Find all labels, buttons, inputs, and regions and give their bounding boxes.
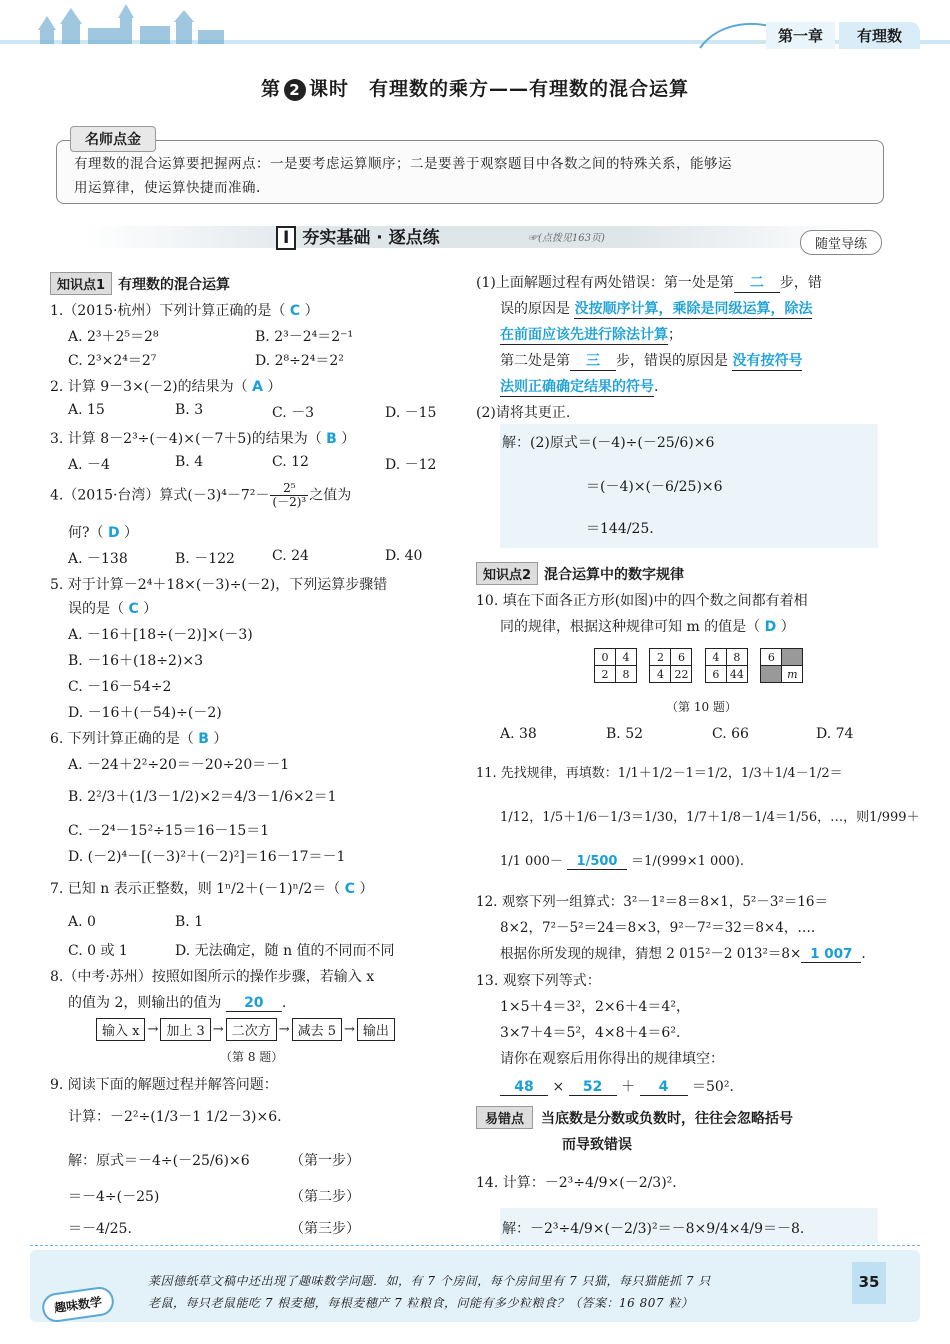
q7-answer: C — [344, 881, 356, 897]
section-tag: 随堂导练 — [800, 230, 882, 255]
q4-answer: D — [107, 525, 120, 541]
tip-label: 名师点金 — [70, 126, 156, 152]
footer-text — [148, 1270, 838, 1314]
q1-option-b: B. 2³－2⁴＝2⁻¹ — [255, 329, 354, 345]
q2-option-b: B. 3 — [175, 402, 204, 418]
right-column-lower — [476, 0, 920, 1240]
q1-option-c: C. 2³×2⁴＝2⁷ — [68, 353, 157, 369]
r4-answer2: 没有按符号 — [732, 350, 802, 371]
section-roman: I — [276, 226, 296, 250]
q4-option-d: D. 40 — [385, 548, 423, 564]
err-heading — [476, 1106, 793, 1129]
q10-option-a: A. 38 — [500, 726, 537, 742]
r-line6: (2)请将其更正. — [476, 405, 571, 421]
section-title-text: 夯实基础 · 逐点练 — [302, 228, 440, 248]
q13-line3: 3×7＋4＝5²，4×8＋4＝6². — [500, 1025, 681, 1041]
kp2-title: 混合运算中的数字规律 — [544, 567, 685, 583]
q6-option-a: A. －24＋2²÷20＝－20÷20＝－1 — [68, 757, 290, 773]
q1-option-d: D. 2⁸÷2⁴＝2² — [255, 353, 344, 369]
r-line5: 法则正确确定结果的符号. — [500, 376, 658, 397]
r3-answer: 在前面应该先进行除法计算 — [500, 324, 668, 345]
q13-line2: 1×5＋4＝3²，2×6＋4＝4²， — [500, 999, 690, 1015]
grid-1: 0 4 2 8 — [594, 648, 637, 683]
err-text-2-wrap — [562, 1134, 632, 1154]
q4-fraction: $\frac{\text{2⁵}}{\text{(－2)³}}$ — [272, 481, 307, 509]
footer-text-2: 老鼠，每只老鼠能吃 7 根麦穗，每根麦穗产 7 粒粮食，问能有多少粒粮食？（答案：16 807 粒） — [148, 1296, 694, 1310]
q12-answer: 1 007 — [801, 946, 861, 963]
q6: 6. 下列计算正确的是（ B ） — [50, 731, 228, 747]
q14-solution: 解：－2³÷4/9×(－2/3)²＝－8×9/4×4/9＝－8. — [502, 1221, 805, 1237]
q1-answer: C — [289, 303, 301, 319]
q7-option-c: C. 0 或 1 — [68, 943, 128, 959]
q9: 9. 阅读下面的解题过程并解答问题： — [50, 1077, 278, 1093]
r-line4: 第二处是第 三 步，错误的原因是 没有按符号 — [500, 350, 802, 371]
tip-line-2: 用运算律，使运算快捷而准确. — [74, 180, 261, 196]
q10-line2: 同的规律，根据这种规律可知 m 的值是（ D ） — [500, 619, 795, 635]
q5-option-c: C. －16－54÷2 — [68, 679, 172, 695]
kp1-label: 知识点1 — [50, 272, 112, 295]
q5: 5. 对于计算－2⁴＋18×(－3)÷(－2)，下列运算步骤错 — [50, 577, 388, 593]
q3-option-d: D. －12 — [385, 457, 437, 473]
q2-option-c: C. －3 — [272, 405, 315, 421]
q5-line2: 误的是（ C ） — [68, 601, 158, 617]
footer-text-1: 莱因德纸草文稿中还出现了趣味数学问题．如，有 7 个房间，每个房间里有 7 只猫，每只猫能抓 7 只 — [148, 1274, 711, 1288]
arrow-icon: → — [278, 1022, 290, 1037]
q11-line3: 1/1 000－ 1/500 ＝1/(999×1 000). — [500, 854, 745, 869]
r-line2: 误的原因是 没按顺序计算，乘除是同级运算，除法 — [500, 298, 812, 319]
q8-line2: 的值为 2，则输出的值为 20 . — [68, 995, 287, 1011]
flow-input: 输入 x — [96, 1018, 145, 1041]
q10: 10. 填在下面各正方形(如图)中的四个数之间都有着相 — [476, 593, 808, 609]
q7-option-d: D. 无法确定，随 n 值的不同而不同 — [175, 943, 395, 959]
q9-step1: 解：原式＝－4÷(－25/6)×6 — [68, 1153, 250, 1169]
err-text-1: 当底数是分数或负数时，往往会忽略括号 — [541, 1111, 794, 1127]
q14-solution-box — [500, 1208, 878, 1244]
q9-calc: 计算：－2²÷(1/3－1 1/2－3)×6. — [68, 1109, 282, 1125]
grid-4: 6 m — [760, 648, 803, 683]
q10-option-b: B. 52 — [606, 726, 644, 742]
q7: 7. 已知 n 表示正整数，则 1ⁿ/2＋(－1)ⁿ/2＝（ C ） — [50, 881, 374, 897]
q13-line4: 请你在观察后用你得出的规律填空： — [500, 1051, 724, 1067]
flow-square: 二次方 — [226, 1018, 277, 1041]
fun-math-badge: 趣味数学 — [40, 1285, 115, 1324]
q8-answer: 20 — [226, 995, 282, 1012]
q13-answer-3: 4 — [640, 1079, 688, 1096]
arrow-icon: → — [212, 1022, 224, 1037]
title-text: 课时 有理数的乘方——有理数的混合运算 — [309, 78, 690, 100]
q9-step3: ＝－4/25. — [68, 1221, 132, 1237]
q12-line2: 8×2，7²－5²＝24＝8×3，9²－7²＝32＝8×4，…. — [500, 920, 816, 936]
footer-divider — [30, 1245, 920, 1246]
grid-2: 2 6 4 22 — [649, 648, 692, 683]
page-number: 35 — [852, 1262, 886, 1304]
q13-answer-2: 52 — [569, 1079, 617, 1096]
flow-sub5: 减去 5 — [292, 1018, 342, 1041]
kp1-heading — [50, 272, 230, 295]
q3-option-b: B. 4 — [175, 454, 204, 470]
q2-option-a: A. 15 — [68, 402, 105, 418]
lesson-number: 2 — [284, 79, 306, 101]
q13: 13. 观察下列等式： — [476, 973, 601, 989]
q4: 4.（2015·台湾）算式(－3)⁴－7²－ $\frac{\text{2⁵}}{\text{(－2)³}}$ 之值为 — [50, 481, 352, 509]
q4-line2: 何?（ D ） — [68, 525, 139, 541]
r5-answer: 法则正确确定结果的符号 — [500, 376, 654, 397]
q9-sol-line1: 解：(2)原式＝(－4)÷(－25/6)×6 — [502, 435, 715, 451]
q6-answer: B — [198, 731, 209, 747]
kp2-label: 知识点2 — [476, 562, 538, 585]
q8: 8.（中考·苏州）按照如图所示的操作步骤，若输入 x — [50, 969, 375, 985]
left-column — [50, 0, 460, 1240]
q2-answer: A — [252, 379, 263, 395]
q10-option-d: D. 74 — [816, 726, 854, 742]
r4-answer: 三 — [570, 350, 616, 371]
q10-option-c: C. 66 — [712, 726, 749, 742]
q9-sol-line2: ＝(－4)×(－6/25)×6 — [586, 479, 723, 495]
q8-caption: （第 8 题） — [220, 1050, 284, 1064]
q5-option-b: B. －16＋(18÷2)×3 — [68, 653, 204, 669]
q10-caption: （第 10 题） — [666, 700, 737, 714]
q8-flow-diagram — [96, 1018, 395, 1041]
q4-option-c: C. 24 — [272, 548, 309, 564]
q1-option-a: A. 2³＋2⁵＝2⁸ — [68, 329, 159, 345]
q11-line2: 1/12，1/5＋1/6－1/3＝1/30，1/7＋1/8－1/4＝1/56，…，则1/999＋ — [500, 810, 920, 825]
r-line1: (1)上面解题过程有两处错误：第一处是第 二 步，错 — [476, 272, 822, 293]
kp2-heading — [476, 562, 684, 585]
q9-step2: ＝－4÷(－25) — [68, 1189, 160, 1205]
q3-answer: B — [326, 431, 337, 447]
q12-line3: 根据你所发现的规律，猜想 2 015²－2 013²＝8× 1 007 . — [500, 946, 866, 962]
grid-3: 4 8 6 44 — [705, 648, 748, 683]
q9-step3-tag: （第三步） — [290, 1221, 360, 1237]
r1-answer: 二 — [734, 272, 780, 293]
q7-option-b: B. 1 — [175, 914, 204, 930]
q3: 3. 计算 8－2³÷(－4)×(－7＋5)的结果为（ B ） — [50, 431, 356, 447]
err-label: 易错点 — [476, 1106, 533, 1129]
q6-option-b: B. 2²/3＋(1/3－1/2)×2＝4/3－1/6×2＝1 — [68, 789, 337, 805]
q4-option-b: B. －122 — [175, 551, 235, 567]
q9-step2-tag: （第二步） — [290, 1189, 360, 1205]
section-note: ☞(点拨见163页) — [528, 233, 605, 244]
chapter-name: 有理数 — [839, 22, 920, 49]
q1: 1.（2015·杭州）下列计算正确的是（ C ） — [50, 303, 319, 319]
q2-option-d: D. －15 — [385, 405, 437, 421]
q9-step1-tag: （第一步） — [290, 1153, 360, 1169]
kp1-title: 有理数的混合运算 — [118, 277, 231, 293]
q12: 12. 观察下列一组算式：3²－1²＝8＝8×1，5²－3²＝16＝ — [476, 894, 829, 910]
chapter-label: 第一章 — [766, 22, 835, 49]
q4-option-a: A. －138 — [68, 551, 128, 567]
r2-answer: 没按顺序计算，乘除是同级运算，除法 — [574, 298, 812, 319]
q6-option-c: C. －2⁴－15²÷15＝16－15＝1 — [68, 823, 270, 839]
q6-option-d: D. (－2)⁴－[(－3)²＋(－2)²]＝16－17＝－1 — [68, 849, 346, 865]
arrow-icon: → — [344, 1022, 355, 1037]
flow-output: 输出 — [357, 1018, 395, 1041]
title-prefix: 第 — [260, 78, 281, 100]
q3-option-c: C. 12 — [272, 454, 309, 470]
q3-option-a: A. －4 — [68, 457, 110, 473]
r-line3: 在前面应该先进行除法计算； — [500, 324, 682, 345]
q13-line5: 48 × 52 ＋ 4 ＝50². — [500, 1076, 734, 1096]
err-text-2: 而导致错误 — [562, 1137, 632, 1153]
q5-option-a: A. －16＋[18÷(－2)]×(－3) — [68, 627, 253, 643]
flow-add3: 加上 3 — [160, 1018, 210, 1041]
q11-answer: 1/500 — [567, 854, 627, 870]
q7-option-a: A. 0 — [68, 914, 96, 930]
tip-line-1: 有理数的混合运算要把握两点：一是要考虑运算顺序；二是要善于观察题目中各数之间的特殊关系，能够运 — [74, 156, 732, 172]
q9-sol-line3: ＝144/25. — [586, 521, 654, 537]
arrow-icon: → — [147, 1022, 159, 1037]
q2: 2. 计算 9－3×(－2)的结果为（ A ） — [50, 379, 282, 395]
q10-answer: D — [764, 619, 777, 635]
q5-option-d: D. －16＋(－54)÷(－2) — [68, 705, 222, 721]
q5-answer: C — [128, 601, 139, 617]
q13-answer-1: 48 — [500, 1079, 548, 1096]
q14: 14. 计算：－2³÷4/9×(－2/3)². — [476, 1175, 677, 1191]
q10-grids — [594, 648, 811, 687]
q11: 11. 先找规律，再填数：1/1＋1/2－1＝1/2，1/3＋1/4－1/2＝ — [476, 766, 843, 781]
